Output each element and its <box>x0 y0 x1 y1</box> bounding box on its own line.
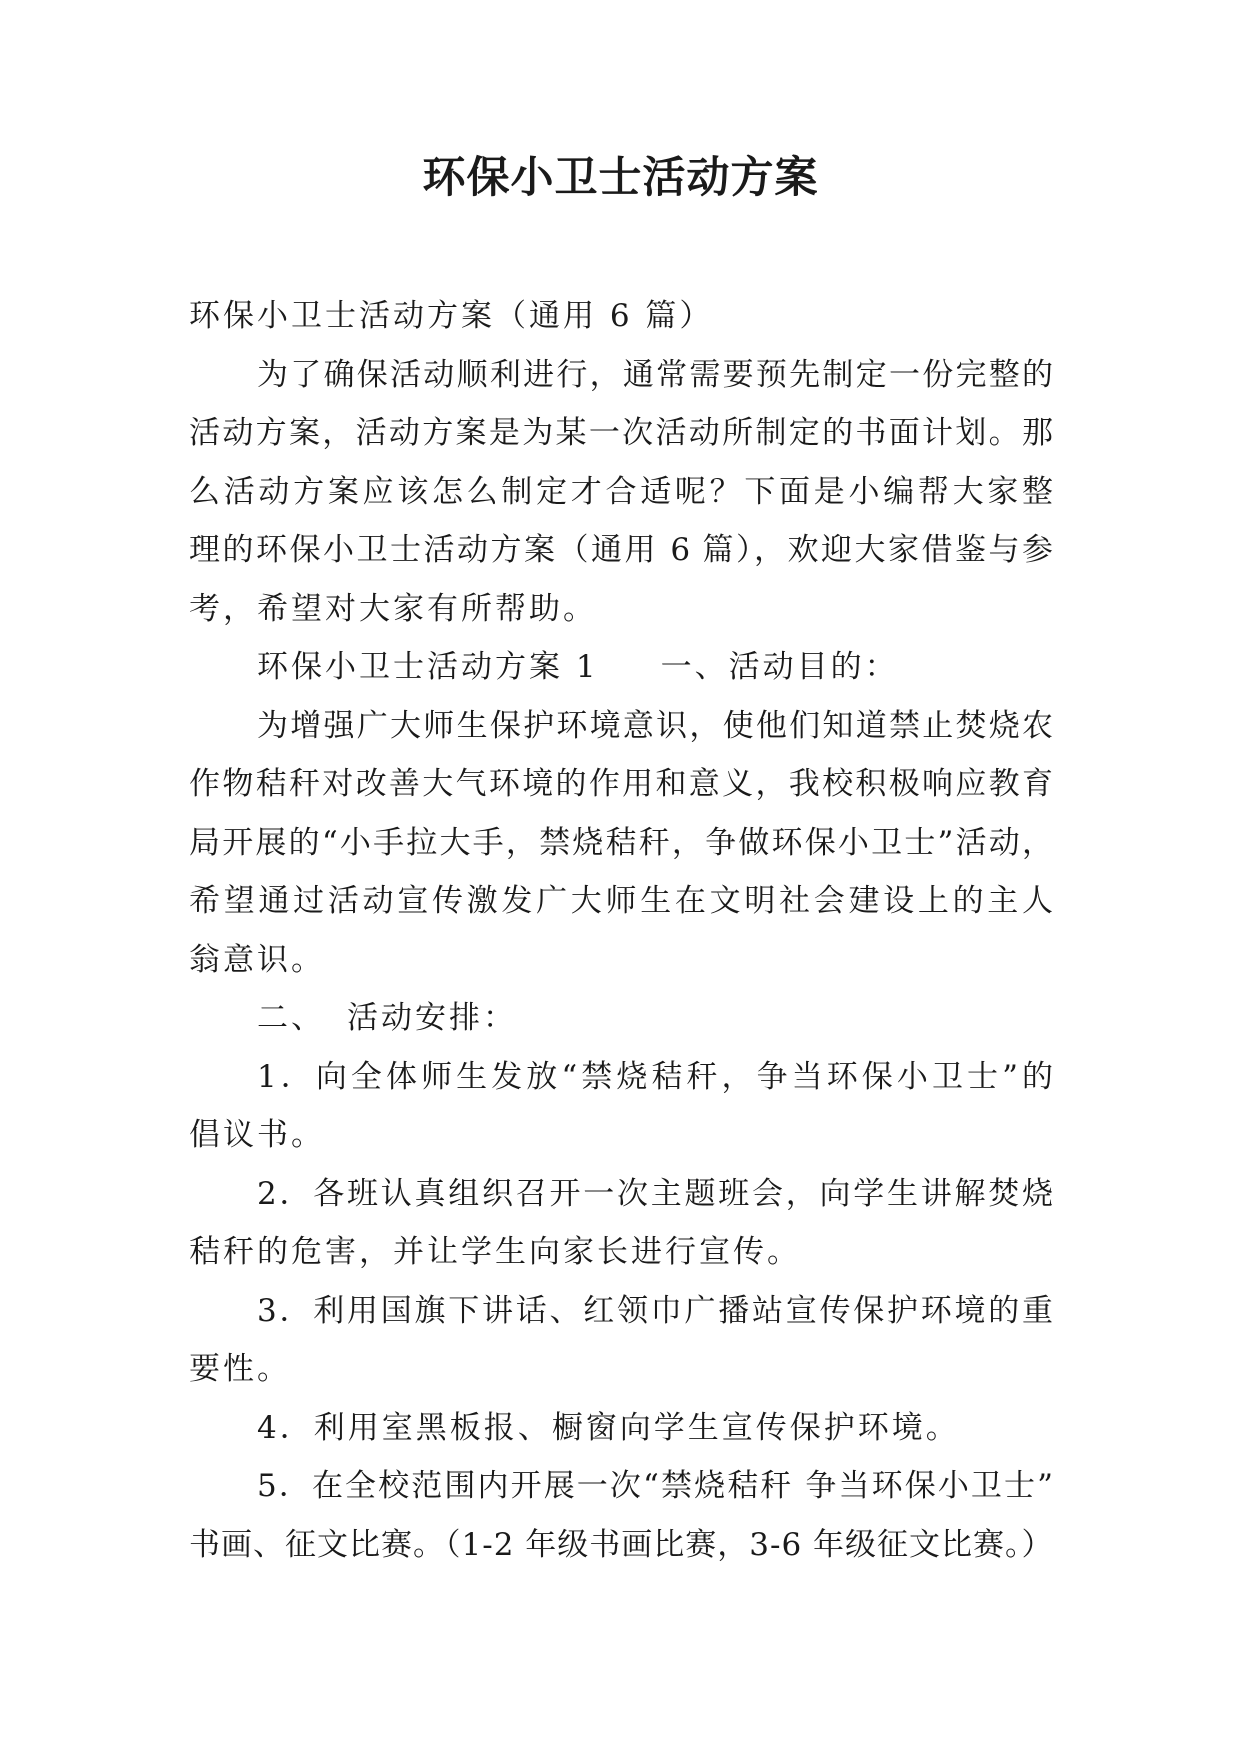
arrangement-line-3: 2．各班认真组织召开一次主题班会，向学生讲解焚烧 <box>257 1175 1053 1212</box>
arrangement-line-7: 4．利用室黑板报、橱窗向学生宣传保护环境。 <box>257 1409 960 1446</box>
intro-line-1: 为了确保活动顺利进行，通常需要预先制定一份完整的 <box>257 356 1053 393</box>
intro-line-4: 理的环保小卫士活动方案（通用 6 篇），欢迎大家借鉴与参 <box>189 532 1053 568</box>
arrangement-heading-line <box>189 989 1053 1048</box>
arrangement-label: 活动安排： <box>347 1000 517 1036</box>
arrangement-line-8: 5．在全校范围内开展一次“禁烧秸秆 争当环保小卫士” <box>257 1468 1053 1504</box>
purpose-line-1: 为增强广大师生保护环境意识，使他们知道禁止焚烧农 <box>257 707 1053 744</box>
arrangement-line-4: 秸秆的危害，并让学生向家长进行宣传。 <box>189 1234 801 1270</box>
section1-item1: 一、活动目的： <box>660 649 899 685</box>
section1-heading-line <box>189 638 1053 697</box>
document-subtitle: 环保小卫士活动方案（通用 6 篇） <box>189 298 714 334</box>
arrangement-line-2: 倡议书。 <box>189 1117 325 1153</box>
arrangement-line-6: 要性。 <box>189 1351 291 1387</box>
arrangement-line-5: 3．利用国旗下讲话、红领巾广播站宣传保护环境的重 <box>257 1292 1053 1329</box>
document-body <box>189 287 1053 1574</box>
arrangement-number: 二、 <box>257 1000 325 1036</box>
purpose-line-5: 翁意识。 <box>189 941 325 978</box>
purpose-line-2: 作物秸秆对改善大气环境的作用和意义，我校积极响应教育 <box>189 766 1053 802</box>
intro-line-3: 么活动方案应该怎么制定才合适呢？下面是小编帮大家整 <box>189 473 1053 510</box>
purpose-line-3: 局开展的“小手拉大手，禁烧秸秆，争做环保小卫士”活动， <box>189 824 1053 861</box>
intro-line-2: 活动方案，活动方案是为某一次活动所制定的书面计划。那 <box>189 415 1053 451</box>
arrangement-line-9: 书画、征文比赛。（1-2 年级书画比赛，3-6 年级征文比赛。） <box>189 1526 1054 1563</box>
arrangement-line-1: 1．向全体师生发放“禁烧秸秆，争当环保小卫士”的 <box>257 1058 1053 1095</box>
purpose-line-4: 希望通过活动宣传激发广大师生在文明社会建设上的主人 <box>189 883 1053 919</box>
intro-line-5: 考，希望对大家有所帮助。 <box>189 590 597 627</box>
document-title: 环保小卫士活动方案 <box>422 153 819 203</box>
section1-heading: 环保小卫士活动方案 1 <box>257 649 599 685</box>
